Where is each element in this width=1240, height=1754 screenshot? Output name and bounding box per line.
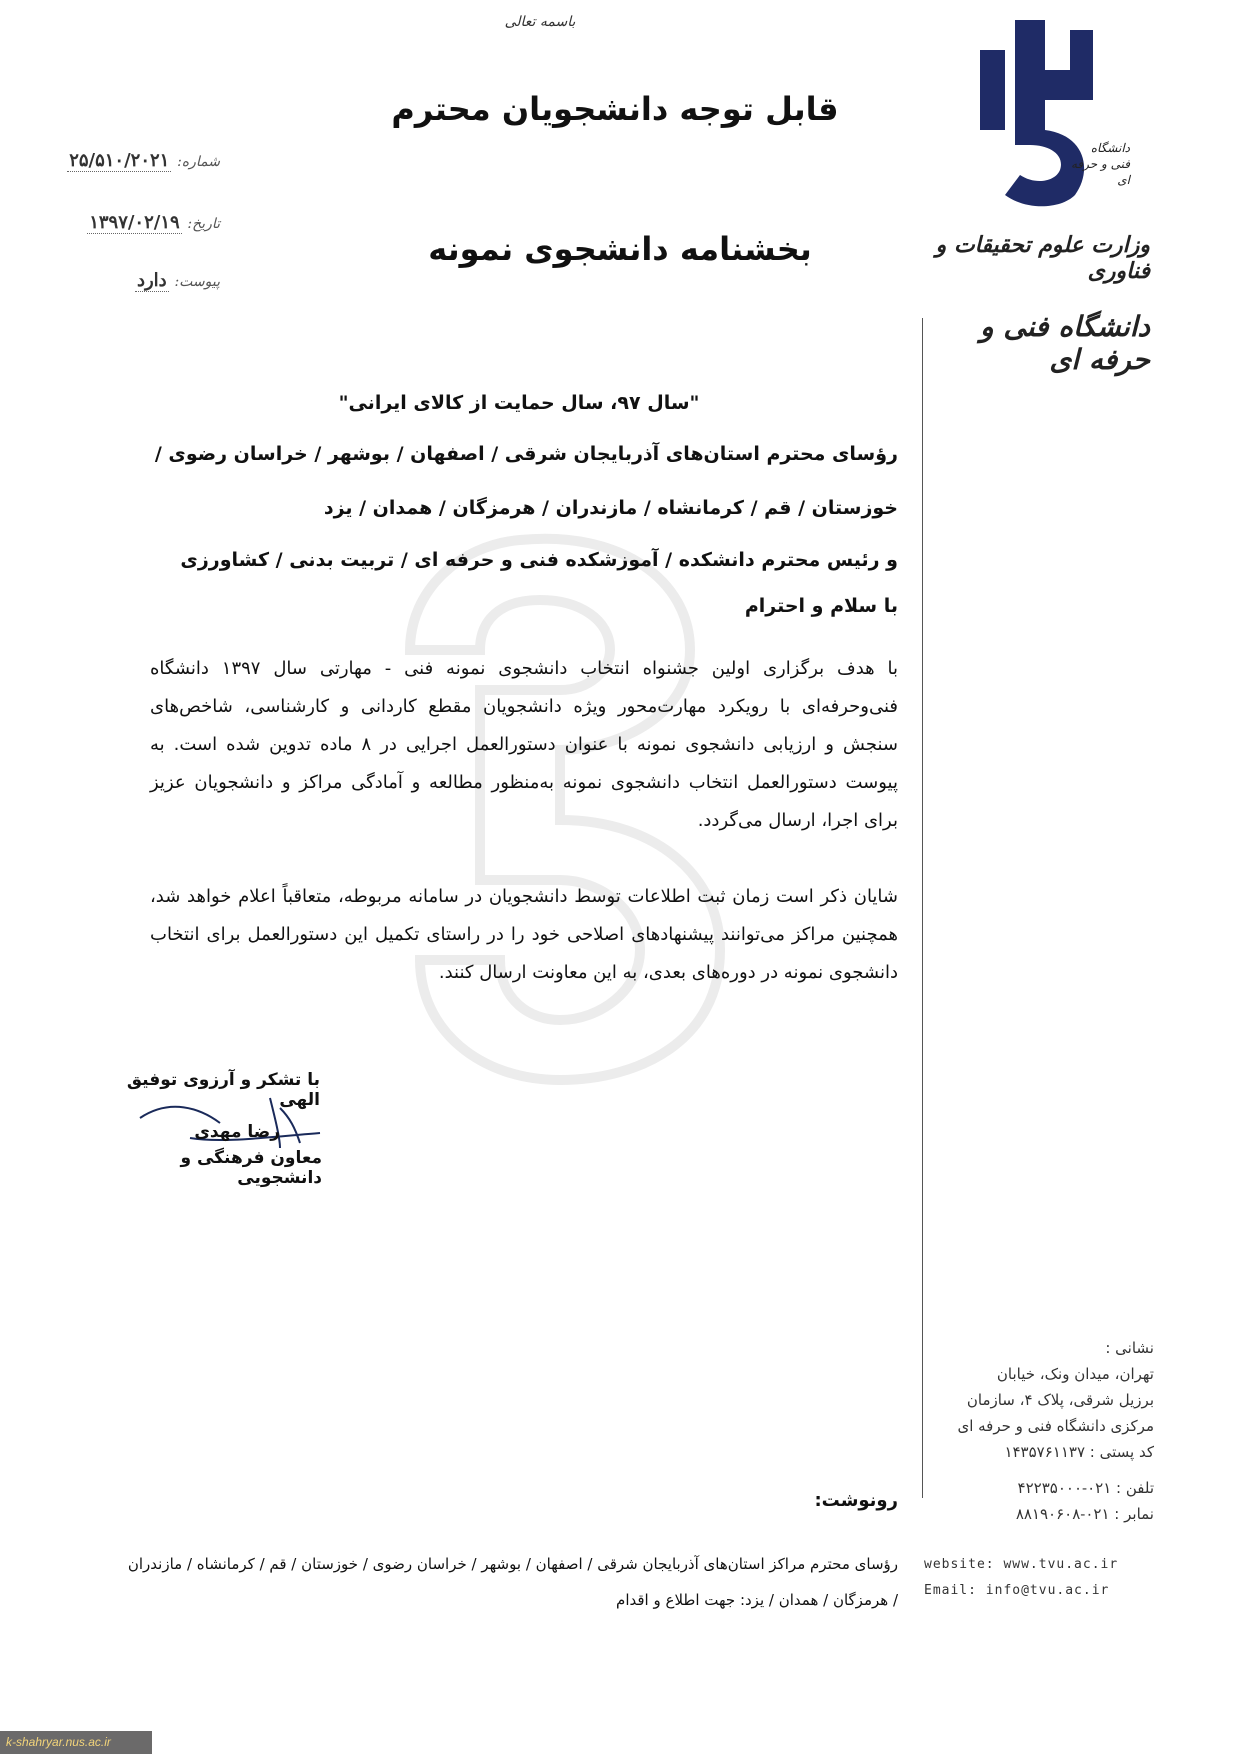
closing-phrase: با تشکر و آرزوی توفیق الهی [126, 1070, 320, 1110]
signatory-position: معاون فرهنگی و دانشجویی [180, 1148, 322, 1188]
addressee-line-1: رؤسای محترم استان‌های آذربایجان شرقی / اصفهان / بوشهر / خراسان رضوی / [154, 443, 898, 465]
paragraph-2: شایان ذکر است زمان ثبت اطلاعات توسط دانشجویان در سامانه مربوطه، متعاقباً اعلام خواهد شد، همچنین مراکز می‌توانند پیشنهادهای اصلاحی خود را در راستای تکمیل این دستورالعمل برای انتخاب دانشجوی نمونه در دوره‌های بعدی، به این معاونت ارسال کنند. [150, 886, 898, 983]
email[interactable]: Email: info@tvu.ac.ir [924, 1583, 1110, 1598]
source-watermark: k-shahryar.nus.ac.ir [0, 1731, 152, 1754]
letter-date-field [40, 212, 220, 233]
addressee-line-3: و رئیس محترم دانشکده / آموزشکده فنی و حرفه ای / تربیت بدنی / کشاورزی [180, 549, 898, 571]
date-label: تاریخ: [187, 216, 220, 232]
phone [939, 1475, 1154, 1501]
letter-subtitle: بخشنامه دانشجوی نمونه [428, 230, 812, 268]
letter-title: قابل توجه دانشجویان محترم [391, 90, 839, 128]
logo-caption [1060, 140, 1130, 188]
vertical-divider [922, 318, 923, 1498]
slogan: "سال ۹۷، سال حمایت از کالای ایرانی" [338, 392, 700, 414]
logo-caption-line-1: دانشگاه [1090, 141, 1130, 155]
postal-label: کد پستی : [1089, 1443, 1154, 1461]
ministry-name: وزارت علوم تحقیقات و فناوری [935, 232, 1150, 284]
address-label: نشانی : [1105, 1339, 1154, 1357]
address-line-1: تهران، میدان ونک، خیابان [996, 1365, 1154, 1383]
phone-value: ۰۲۱-۴۲۲۳۵۰۰۰ [1017, 1479, 1112, 1497]
logo-caption-line-2: فنی و حرفه ای [1071, 157, 1130, 187]
bismillah: باسمه تعالی [504, 14, 576, 30]
greeting: با سلام و احترام [744, 595, 898, 617]
number-value: ۲۵/۵۱۰/۲۰۲۱ [69, 150, 170, 171]
cc-line-1: رؤسای محترم مراکز استان‌های آذربایجان شرقی / اصفهان / بوشهر / خراسان رضوی / خوزستان / قم / کرمانشاه / مازندران [127, 1555, 898, 1573]
attachment-value: دارد [136, 270, 167, 291]
contact-block [939, 1335, 1154, 1527]
date-value: ۱۳۹۷/۰۲/۱۹ [89, 212, 180, 233]
fax-value: ۰۲۱-۸۸۱۹۰۶۰۸ [1015, 1505, 1110, 1523]
number-label: شماره: [177, 154, 220, 170]
fax-label: نمابر : [1114, 1505, 1154, 1523]
postal-code [939, 1439, 1154, 1465]
cc-line-2: / هرمزگان / همدان / یزد: جهت اطلاع و اقدام [616, 1591, 898, 1609]
fax [939, 1501, 1154, 1527]
signatory-name: رضا مهدی [194, 1122, 280, 1142]
postal-value: ۱۴۳۵۷۶۱۱۳۷ [1004, 1443, 1086, 1461]
letter-attachment-field [40, 270, 220, 291]
attachment-label: پیوست: [174, 274, 220, 290]
phone-label: تلفن : [1116, 1479, 1154, 1497]
cc-label: رونوشت: [814, 1490, 898, 1511]
letter-number-field [40, 150, 220, 171]
paragraph-1: با هدف برگزاری اولین جشنواه انتخاب دانشجوی نمونه فنی - مهارتی سال ۱۳۹۷ دانشگاه فنی‌وحرفه‌ای با رویکرد مهارت‌محور ویژه دانشجویان مقطع کاردانی و کارشناسی، شاخص‌های سنجش و ارزیابی دانشجوی نمونه با عنوان دستورالعمل اجرایی در ۸ ماده تدوین شده است. به پیوست دستورالعمل انتخاب دانشجوی نمونه به‌منظور مطالعه و آمادگی مراکز و دانشجویان عزیز برای اجرا، ارسال می‌گردد. [150, 658, 898, 831]
address-line-3: مرکزی دانشگاه فنی و حرفه ای [957, 1417, 1154, 1435]
addressee-line-2: خوزستان / قم / کرمانشاه / مازندران / هرمزگان / همدان / یزد [323, 497, 898, 519]
address-line-2: برزیل شرقی، پلاک ۴، سازمان [966, 1391, 1154, 1409]
university-name: دانشگاه فنی و حرفه ای [980, 310, 1150, 376]
website[interactable]: website: www.tvu.ac.ir [924, 1557, 1119, 1572]
